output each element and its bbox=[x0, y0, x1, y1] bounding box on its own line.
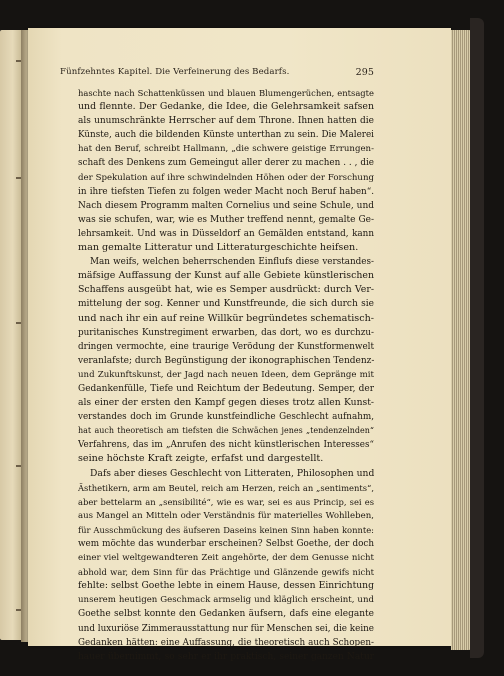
text-line: puritanisches Kunstregiment erwarben, das dort, wo es durchzu- bbox=[78, 327, 374, 338]
text-line: mittelung der sog. Kenner und Kunstfreunde, die sich durch sie bbox=[78, 299, 374, 310]
text-line: in ihre tiefsten Tiefen zu folgen weder Macht noch Beruf haben“. bbox=[78, 186, 374, 197]
page-header bbox=[60, 67, 374, 79]
book-cover-edge bbox=[470, 18, 484, 658]
text-line: und luxuriöse Zimmerausstattung nur für Menschen sei, die keine bbox=[78, 623, 374, 634]
text-line: was sie schufen, war, wie es Muther treffend nennt, gemalte Ge- bbox=[78, 214, 374, 225]
text-line: Verfahrens, das im „Anrufen des nicht künstlerischen Interesses“ bbox=[78, 440, 374, 451]
text-line: dringen vermochte, eine traurige Verödung der Kunstformenwelt bbox=[78, 341, 374, 352]
text-line: hauer übernimmt, so sehr er ihr praktisch, seiner ganzen Natur bbox=[78, 651, 374, 662]
page-number: 295 bbox=[355, 67, 374, 78]
page-edges bbox=[451, 30, 472, 650]
text-line: wem möchte das wunderbar erscheinen? Selbst Goethe, der doch bbox=[78, 539, 374, 549]
text-line: als einer der ersten den Kampf gegen dieses trotz allen Kunst- bbox=[78, 397, 374, 409]
text-line: Dafs aber dieses Geschlecht von Litteraten, Philosophen und bbox=[90, 467, 374, 479]
text-line: Man weifs, welchen beherrschenden Einflufs diese verstandes- bbox=[90, 257, 374, 268]
text-line: Gedanken hätten: eine Auffassung, die theoretisch auch Schopen- bbox=[78, 637, 374, 648]
text-line: Nach diesem Programm malten Cornelius und seine Schule, und bbox=[78, 200, 374, 211]
text-line: verstandes doch im Grunde kunstfeindliche Geschlecht aufnahm, bbox=[78, 412, 374, 423]
running-head: Fünfzehntes Kapitel. Die Verfeinerung des Bedarfs. bbox=[60, 67, 290, 77]
text-line: Gedankenfülle, Tiefe und Reichtum der Bedeutung. Semper, der bbox=[78, 383, 374, 394]
text-line: lehrsamkeit. Und was in Düsseldorf an Gemälden entstand, kann bbox=[78, 228, 374, 239]
text-line: mäfsige Auffassung der Kunst auf alle Gebiete künstlerischen bbox=[78, 270, 374, 282]
text-line: haschte nach Schattenküssen und blauen Blumengerüchen, entsagte bbox=[78, 88, 374, 98]
text-line: und Zukunftskunst, der Jagd nach neuen Ideen, dem Gepränge mit bbox=[78, 369, 374, 380]
text-line: Künste, auch die bildenden Künste unterthan zu sein. Die Malerei bbox=[78, 130, 374, 141]
text-line: hat den Beruf, schreibt Hallmann, „die schwere geistige Errungen- bbox=[78, 144, 374, 155]
text-line: und flennte. Der Gedanke, die Idee, die Gelehrsamkeit safsen bbox=[78, 101, 374, 113]
text-line: der Spekulation auf ihre schwindelnden Höhen oder der Forschung bbox=[78, 172, 374, 183]
text-line: für Ausschmückung des äufseren Daseins keinen Sinn haben konnte: bbox=[78, 524, 374, 535]
body-text bbox=[78, 86, 374, 664]
text-line: und nach ihr ein auf reine Willkür begründetes schematisch- bbox=[78, 312, 374, 324]
text-line: hat auch theoretisch am tiefsten die Schwächen jenes „tendenzelnden“ bbox=[78, 426, 374, 436]
text-line: veranlafste; durch Begünstigung der ikonographischen Tendenz- bbox=[78, 355, 374, 366]
text-line: Goethe selbst konnte den Gedanken äufsern, dafs eine elegante bbox=[78, 609, 374, 620]
text-line: Schaffens ausgeübt hat, wie es Semper ausdrückt: durch Ver- bbox=[78, 284, 374, 296]
text-line: fehlte: selbst Goethe lebte in einem Hause, dessen Einrichtung bbox=[78, 580, 374, 592]
text-line: unserem heutigen Geschmack armselig und kläglich erscheint, und bbox=[78, 595, 374, 606]
left-facing-page bbox=[0, 30, 21, 640]
text-line: Ästhetikern, arm am Beutel, reich am Herzen, reich an „sentiments“, bbox=[78, 482, 374, 493]
text-line: einer viel weltgewandteren Zeit angehörte, der dem Genusse nicht bbox=[78, 553, 374, 564]
text-line: als unumschränkte Herrscher auf dem Throne. Ihnen hatten die bbox=[78, 116, 374, 127]
text-line: seine höchste Kraft zeigte, erfafst und dargestellt. bbox=[78, 453, 324, 465]
text-line: man gemalte Litteratur und Litteraturgeschichte heifsen. bbox=[78, 242, 359, 254]
text-line: schaft des Denkens zum Gemeingut aller derer zu machen . . , die bbox=[78, 158, 374, 169]
text-line: abhold war, dem Sinn für das Prächtige und Glänzende gewifs nicht bbox=[78, 567, 374, 578]
text-line: aber bettelarm an „sensibilité“, wie es war, sei es aus Princip, sei es bbox=[78, 496, 374, 507]
text-line: aus Mangel an Mitteln oder Verständnis für materielles Wohlleben, bbox=[78, 510, 374, 521]
